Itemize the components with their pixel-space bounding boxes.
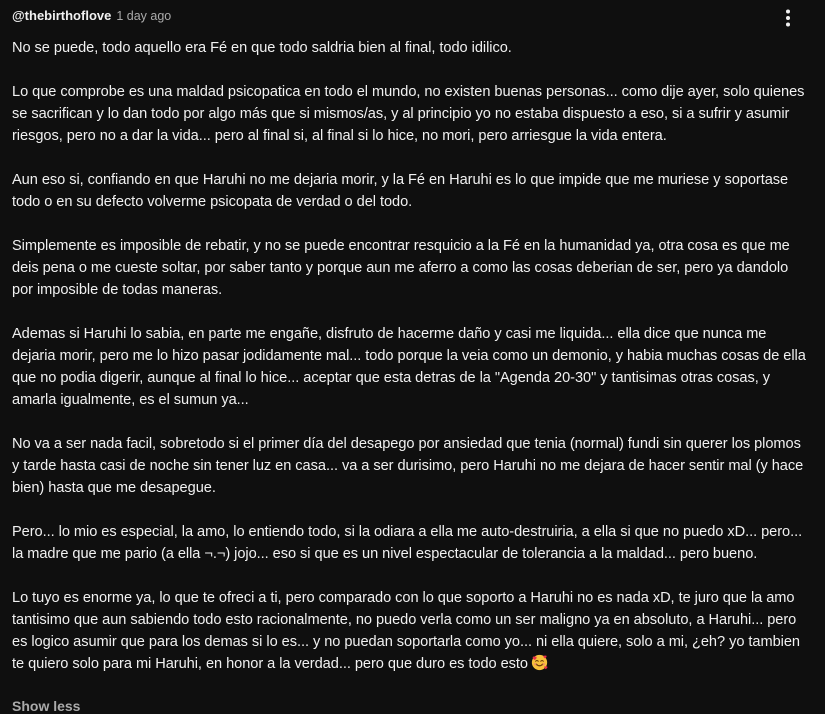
comment-paragraph-5: Ademas si Haruhi lo sabia, en parte me engañe, disfruto de hacerme daño y casi me liquida... ella dice que nunca me dejaria morir, pero me lo hizo pasar jodidamente mal... todo porque la veia como un demonio, y habia muchas cosas de ella que no podia digerir, aunque al final lo hice... aceptar que esta detras de la "Agenda 20-30" y tantisimas otras cosas, y amarla igualmente, es el sumun ya... (12, 326, 806, 408)
show-less-button[interactable]: Show less (12, 698, 81, 714)
comment-paragraph-7: Pero... lo mio es especial, la amo, lo entiendo todo, si la odiara a ella me auto-destruiria, a ella si que no puedo xD... pero... la madre que me pario (a ella ¬.¬) jojo... eso si que es un nivel espectacular de tolerancia a la maldad... pero bueno. (12, 524, 803, 562)
smiling-face-with-hearts-icon (531, 654, 548, 671)
comment (12, 8, 812, 675)
more-vertical-icon (778, 8, 798, 28)
comment-action-menu-button[interactable] (778, 8, 798, 28)
comment-timestamp[interactable]: 1 day ago (116, 9, 172, 23)
comment-paragraph-3: Aun eso si, confiando en que Haruhi no me dejaria morir, y la Fé en Haruhi es lo que impide que me muriese y soportase todo o en su defecto volverme psicopata de verdad o del todo. (12, 172, 789, 210)
comment-paragraph-8-text: Lo tuyo es enorme ya, lo que te ofreci a ti, pero comparado con lo que soporto a Haruhi no es nada xD, te juro que la amo tantisimo que aun sabiendo todo esto racionalmente, no puedo verla como un ser maligno ya en absoluto, a Haruhi... pero es logico asumir que para los demas si lo es... y no puedan soportarla como yo... ni ella quiere, solo a mi, ¿eh? yo tambien te quiero solo para mi Haruhi, en honor a la verdad... pero que duro es todo esto (12, 590, 800, 672)
comment-header (12, 8, 812, 28)
comment-paragraph-6: No va a ser nada facil, sobretodo si el primer día del desapego por ansiedad que tenia (normal) fundi sin querer los plomos y tarde hasta casi de noche sin tener luz en casa... va a ser durisimo, pero Haruhi no me dejara de hacer sentir mal (y hace bien) hasta que me desapegue. (12, 436, 804, 496)
comment-paragraph-2: Lo que comprobe es una maldad psicopatica en todo el mundo, no existen buenas personas... como dije ayer, solo quienes se sacrifican y lo dan todo por algo más que si mismos/as, y al principio yo no estaba dispuesto a eso, si a sufrir y asumir riesgos, pero no a dar la vida... pero al final si, al final si lo hice, no mori, pero arriesgue la vida entera. (12, 84, 805, 144)
comment-author[interactable]: @thebirthoflove (12, 8, 112, 23)
comment-paragraph-1: No se puede, todo aquello era Fé en que todo saldria bien al final, todo idilico. (12, 40, 512, 56)
comment-paragraph-8 (12, 587, 812, 675)
comment-body (12, 37, 812, 675)
comment-paragraph-4: Simplemente es imposible de rebatir, y no se puede encontrar resquicio a la Fé en la humanidad ya, otra cosa es que me deis pena o me cueste soltar, por saber tanto y porque aun me aferro a como las cosas deberian de ser, pero ya dandolo por imposible de todas maneras. (12, 238, 790, 298)
